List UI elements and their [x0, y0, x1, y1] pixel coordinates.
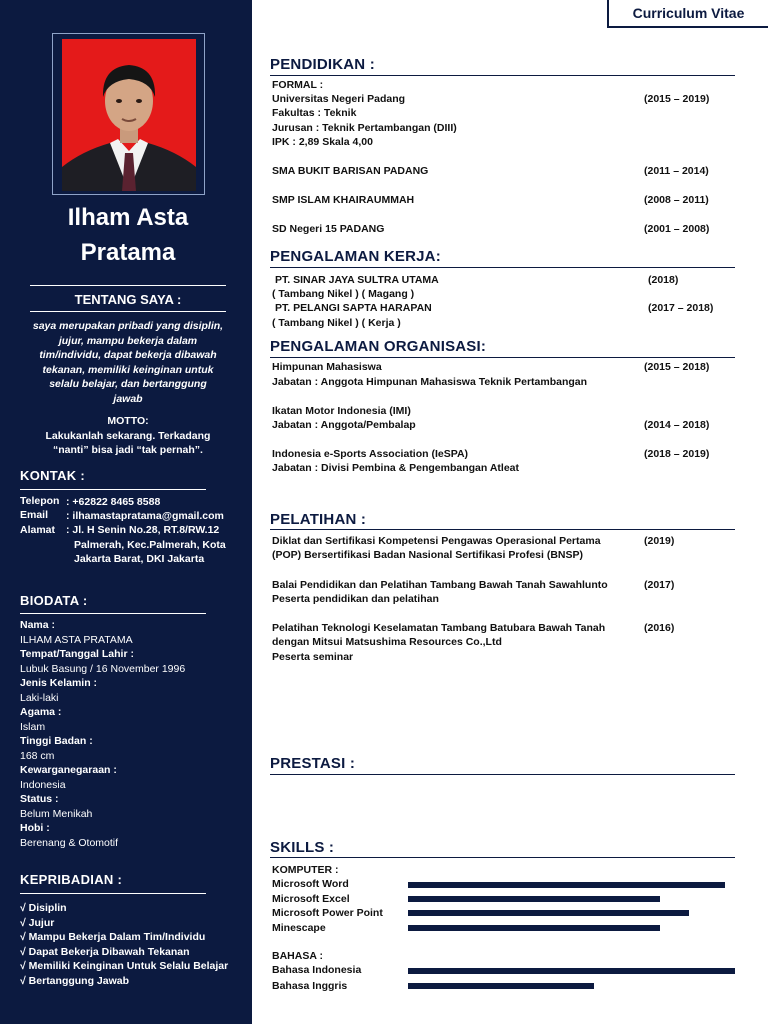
biodata-label: Jenis Kelamin :	[20, 677, 98, 689]
language-label: BAHASA :	[272, 950, 323, 962]
personality-item: √ Disiplin	[20, 902, 67, 914]
person-portrait-icon	[62, 39, 196, 191]
about-line: tekanan, memiliki keinginan untuk	[42, 363, 214, 376]
work-heading: PENGALAMAN KERJA:	[270, 248, 441, 265]
name-line-2: Pratama	[80, 239, 176, 266]
skill-name: Microsoft Word	[272, 878, 349, 890]
email-label: Email	[20, 509, 49, 521]
education-heading: PENDIDIKAN :	[270, 56, 375, 73]
org-years: (2015 – 2018)	[644, 361, 710, 373]
org-name: Ikatan Motor Indonesia (IMI)	[272, 405, 411, 417]
name-divider	[30, 285, 226, 286]
about-line: saya merupakan pribadi yang disiplin,	[32, 320, 224, 332]
achievements-heading: PRESTASI :	[270, 755, 356, 772]
language-name: Bahasa Inggris	[272, 980, 348, 992]
biodata-label: Tempat/Tanggal Lahir :	[20, 648, 134, 660]
school-name: SD Negeri 15 PADANG	[272, 223, 385, 235]
motto-line: “nanti” bisa jadi “tak pernah”.	[53, 444, 203, 456]
org-years: (2018 – 2019)	[644, 448, 710, 460]
org-years: (2014 – 2018)	[644, 419, 710, 431]
training-heading: PELATIHAN :	[270, 511, 367, 528]
university-years: (2015 – 2019)	[644, 93, 710, 105]
biodata-value: Laki-laki	[20, 691, 59, 704]
address-line: Palmerah, Kec.Palmerah, Kota	[74, 538, 226, 551]
training-years: (2019)	[644, 535, 675, 547]
formal-label: FORMAL :	[272, 79, 324, 91]
skill-level-bar	[408, 896, 660, 902]
work-company: PT. SINAR JAYA SULTRA UTAMA	[275, 274, 439, 286]
skills-rule	[270, 857, 735, 858]
school-years: (2011 – 2014)	[644, 165, 709, 177]
about-line: selalu belajar, dan bertanggung	[49, 378, 207, 390]
profile-photo-frame	[52, 33, 205, 195]
school-years: (2001 – 2008)	[644, 223, 710, 235]
address-line: : Jl. H Senin No.28, RT.8/RW.12	[66, 524, 220, 536]
biodata-value: Lubuk Basung / 16 November 1996	[20, 662, 186, 675]
training-rule	[270, 529, 735, 530]
address-value	[66, 523, 248, 567]
cv-title-box: Curriculum Vitae	[607, 0, 768, 28]
language-level-bar	[408, 968, 735, 974]
work-detail: ( Tambang Nikel ) ( Kerja )	[272, 317, 401, 329]
university-name: Universitas Negeri Padang	[272, 93, 406, 105]
skill-level-bar	[408, 882, 725, 888]
biodata-list	[20, 618, 185, 850]
personality-list	[20, 901, 228, 988]
personality-item: √ Mampu Bekerja Dalam Tim/Individu	[20, 931, 206, 943]
skill-name: Microsoft Power Point	[272, 907, 383, 919]
biodata-label: Tinggi Badan :	[20, 735, 93, 747]
biodata-heading: BIODATA :	[20, 593, 88, 608]
contact-heading: KONTAK :	[20, 468, 85, 483]
name-line-1: Ilham Asta	[67, 204, 189, 231]
org-role: Jabatan : Anggota/Pembalap	[272, 419, 416, 431]
training-line: Diklat dan Sertifikasi Kompetensi Pengawas Operasional Pertama	[272, 535, 601, 547]
personality-divider	[20, 893, 206, 894]
about-line: jujur, mampu bekerja dalam	[58, 334, 198, 347]
org-role: Jabatan : Divisi Pembina & Pengembangan Atleat	[272, 462, 520, 474]
about-divider	[30, 311, 226, 312]
about-line: tim/individu, dapat bekerja dibawah	[39, 349, 217, 361]
achievements-rule	[270, 774, 735, 775]
work-rule	[270, 267, 735, 268]
org-role: Jabatan : Anggota Himpunan Mahasiswa Teknik Pertambangan	[272, 376, 588, 388]
training-line: Pelatihan Teknologi Keselamatan Tambang Batubara Bawah Tanah	[272, 622, 606, 634]
address-line: Jakarta Barat, DKI Jakarta	[74, 553, 205, 565]
training-line: Peserta pendidikan dan pelatihan	[272, 593, 439, 605]
school-name: SMP ISLAM KHAIRAUMMAH	[272, 194, 415, 206]
language-level-bar	[408, 983, 594, 989]
phone-label: Telepon	[20, 495, 60, 507]
motto-line: Lakukanlah sekarang. Terkadang	[45, 430, 211, 442]
personality-item: √ Memiliki Keinginan Untuk Selalu Belajar	[20, 960, 229, 972]
biodata-divider	[20, 613, 206, 614]
language-name: Bahasa Indonesia	[272, 964, 362, 976]
biodata-value: ILHAM ASTA PRATAMA	[20, 633, 133, 646]
person-name	[20, 200, 236, 270]
biodata-label: Kewarganegaraan :	[20, 764, 117, 776]
education-rule	[270, 75, 735, 76]
phone-value: : +62822 8465 8588	[66, 496, 161, 508]
email-value: : ilhamastapratama@gmail.com	[66, 510, 224, 522]
skill-level-bar	[408, 910, 689, 916]
personality-heading: KEPRIBADIAN :	[20, 872, 123, 887]
personality-item: √ Jujur	[20, 916, 55, 929]
work-company: PT. PELANGI SAPTA HARAPAN	[275, 302, 432, 314]
training-line: dengan Mitsui Matsushima Resources Co.,Ltd	[272, 636, 502, 648]
faculty: Fakultas : Teknik	[272, 107, 357, 119]
work-years: (2017 – 2018)	[648, 302, 714, 314]
org-name: Indonesia e-Sports Association (IeSPA)	[272, 448, 469, 460]
biodata-label: Agama :	[20, 706, 62, 718]
profile-photo	[62, 39, 196, 191]
biodata-label: Hobi :	[20, 822, 50, 834]
training-years: (2017)	[644, 579, 675, 591]
contact-divider	[20, 489, 206, 490]
computer-label: KOMPUTER :	[272, 864, 339, 876]
biodata-label: Nama :	[20, 619, 56, 631]
about-line: jawab	[113, 392, 143, 405]
school-years: (2008 – 2011)	[644, 194, 709, 206]
skill-level-bar	[408, 925, 660, 931]
training-line: Peserta seminar	[272, 651, 354, 663]
work-years: (2018)	[648, 274, 679, 286]
biodata-value: 168 cm	[20, 749, 55, 762]
biodata-value: Islam	[20, 720, 46, 733]
sidebar	[0, 0, 252, 1024]
skill-name: Microsoft Excel	[272, 893, 350, 905]
about-heading: TENTANG SAYA :	[74, 292, 182, 307]
organization-heading: PENGALAMAN ORGANISASI:	[270, 338, 487, 355]
about-text	[26, 319, 230, 406]
motto-label: MOTTO:	[107, 415, 149, 427]
org-name: Himpunan Mahasiswa	[272, 361, 382, 373]
biodata-label: Status :	[20, 793, 59, 805]
major: Jurusan : Teknik Pertambangan (DIII)	[272, 122, 457, 134]
work-detail: ( Tambang Nikel ) ( Magang )	[272, 288, 415, 300]
school-name: SMA BUKIT BARISAN PADANG	[272, 165, 429, 177]
biodata-value: Berenang & Otomotif	[20, 836, 119, 849]
training-years: (2016)	[644, 622, 675, 634]
gpa: IPK : 2,89 Skala 4,00	[272, 136, 373, 148]
training-line: Balai Pendidikan dan Pelatihan Tambang Bawah Tanah Sawahlunto	[272, 579, 608, 591]
skill-name: Minescape	[272, 922, 326, 934]
address-label: Alamat	[20, 524, 56, 536]
training-line: (POP) Bersertifikasi Badan Nasional Sertifikasi Profesi (BNSP)	[272, 549, 584, 561]
skills-heading: SKILLS :	[270, 839, 335, 856]
motto-text	[26, 429, 230, 457]
personality-item: √ Dapat Bekerja Dibawah Tekanan	[20, 945, 190, 958]
biodata-value: Belum Menikah	[20, 807, 93, 820]
personality-item: √ Bertanggung Jawab	[20, 974, 130, 987]
organization-rule	[270, 357, 735, 358]
biodata-value: Indonesia	[20, 778, 66, 791]
